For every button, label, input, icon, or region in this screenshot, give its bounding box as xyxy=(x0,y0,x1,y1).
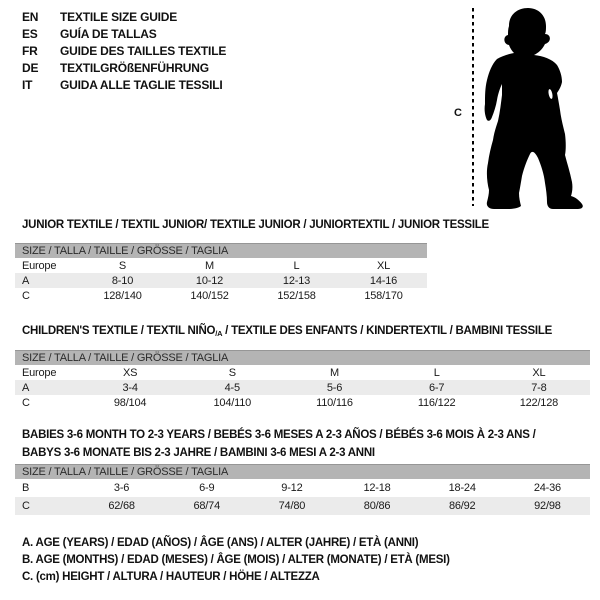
height-measure-dashed-line xyxy=(472,8,474,206)
cell-value: M xyxy=(329,366,339,379)
guide-title: GUIDA ALLE TAGLIE TESSILI xyxy=(60,78,223,92)
cell-value: S xyxy=(228,366,236,379)
cell-value: L xyxy=(433,366,440,379)
children-size-table xyxy=(15,365,590,410)
baby-silhouette-icon xyxy=(481,0,599,210)
cell-value: 3-6 xyxy=(113,482,130,494)
guide-title: GUIDE DES TAILLES TEXTILE xyxy=(60,44,227,58)
row-label: A xyxy=(22,381,30,394)
cell-value: 104/110 xyxy=(213,396,252,409)
guide-title: TEXTILE SIZE GUIDE xyxy=(60,10,178,24)
row-label: Europe xyxy=(22,259,57,272)
cell-value: 74/80 xyxy=(278,500,306,512)
cell-value: XL xyxy=(532,366,546,379)
language-title-list xyxy=(22,9,226,94)
cell-value: M xyxy=(205,259,214,272)
cell-value: 122/128 xyxy=(519,396,559,409)
language-code: DE xyxy=(22,61,39,75)
cell-value: 24-36 xyxy=(533,482,561,494)
legend-line-a: A. AGE (YEARS) / EDAD (AÑOS) / ÂGE (ANS) / ALTER (JAHRE) / ETÀ (ANNI) xyxy=(22,537,419,549)
cell-value: 8-10 xyxy=(111,274,134,287)
cell-value: 9-12 xyxy=(281,482,303,494)
cell-value: 128/140 xyxy=(103,289,142,302)
cell-value: 10-12 xyxy=(195,274,224,287)
language-code: EN xyxy=(22,10,39,24)
cell-value: 4-5 xyxy=(224,381,240,394)
cell-value: 3-4 xyxy=(122,381,138,394)
language-code: FR xyxy=(22,44,38,58)
size-header-band: SIZE / TALLA / TAILLE / GRÖSSE / TAGLIA xyxy=(15,350,590,365)
guide-title: GUÍA DE TALLAS xyxy=(60,27,157,41)
section-title xyxy=(22,322,590,343)
cell-value: 6-9 xyxy=(199,482,215,494)
cell-value: 152/158 xyxy=(277,289,316,302)
row-label: C xyxy=(22,500,30,512)
language-line-it xyxy=(22,77,226,94)
table-row xyxy=(15,365,590,380)
measurement-legend xyxy=(22,535,450,586)
babies-size-section xyxy=(15,426,590,515)
height-measure-label: C xyxy=(454,107,462,119)
table-row xyxy=(15,479,590,497)
row-label: A xyxy=(22,274,30,287)
language-line-es xyxy=(22,26,226,43)
row-label: C xyxy=(22,289,30,302)
language-line-en xyxy=(22,9,226,26)
cell-value: 12-13 xyxy=(282,274,311,287)
section-title xyxy=(22,426,590,462)
table-row xyxy=(15,273,427,288)
section-title-line: JUNIOR TEXTILE / TEXTIL JUNIOR/ TEXTILE JUNIOR / JUNIORTEXTIL / JUNIOR TESSILE xyxy=(22,219,489,231)
junior-size-section xyxy=(15,216,489,303)
table-row xyxy=(15,497,590,515)
row-label: Europe xyxy=(22,366,57,379)
cell-value: 7-8 xyxy=(531,381,547,394)
section-title xyxy=(22,216,489,234)
cell-value: XL xyxy=(376,259,391,272)
language-code: ES xyxy=(22,27,38,41)
legend-line-c: C. (cm) HEIGHT / ALTURA / HAUTEUR / HÖHE / ALTEZZA xyxy=(22,571,320,583)
cell-value: 5-6 xyxy=(326,381,343,394)
cell-value: 92/98 xyxy=(534,500,561,512)
section-title-line: BABIES 3-6 MONTH TO 2-3 YEARS / BEBÉS 3-6 MESES A 2-3 AÑOS / BÉBÉS 3-6 MOIS À 2-3 ANS / xyxy=(22,429,536,441)
table-row xyxy=(15,380,590,395)
cell-value: 140/152 xyxy=(190,289,229,302)
cell-value: 116/122 xyxy=(417,396,456,409)
section-title-line: CHILDREN'S TEXTILE / TEXTIL $NIÑO_{/A}$ / TEXTILE DES ENFANTS / KINDERTEXTIL / BAMBINI TESSILE xyxy=(22,325,553,338)
section-title-line: BABYS 3-6 MONATE BIS 2-3 JAHRE / BAMBINI 3-6 MESI A 2-3 ANNI xyxy=(22,447,375,459)
row-label: B xyxy=(22,482,30,494)
size-header-band: SIZE / TALLA / TAILLE / GRÖSSE / TAGLIA xyxy=(15,243,427,258)
legend-line-b: B. AGE (MONTHS) / EDAD (MESES) / ÂGE (MOIS) / ALTER (MONATE) / ETÀ (MESI) xyxy=(22,554,450,566)
guide-title: TEXTILGRÖßENFÜHRUNG xyxy=(60,61,209,75)
table-row xyxy=(15,395,590,410)
table-row xyxy=(15,288,427,303)
cell-value: 158/170 xyxy=(364,289,403,302)
cell-value: 110/116 xyxy=(316,396,353,409)
size-header-band: SIZE / TALLA / TAILLE / GRÖSSE / TAGLIA xyxy=(15,464,590,479)
cell-value: XS xyxy=(122,366,138,379)
cell-value: 14-16 xyxy=(369,274,398,287)
language-code: IT xyxy=(22,78,33,92)
cell-value: 6-7 xyxy=(429,381,445,394)
cell-value: 68/74 xyxy=(193,500,220,512)
junior-size-table xyxy=(15,258,427,303)
cell-value: 12-18 xyxy=(363,482,391,494)
children-size-section xyxy=(15,322,590,410)
cell-value: 86/92 xyxy=(448,500,476,512)
cell-value: 80/86 xyxy=(363,500,391,512)
cell-value: 98/104 xyxy=(113,396,147,409)
language-line-fr xyxy=(22,43,226,60)
cell-value: S xyxy=(118,259,127,272)
cell-value: 62/68 xyxy=(108,500,135,512)
cell-value: 18-24 xyxy=(448,482,476,494)
cell-value: L xyxy=(293,259,300,272)
table-row xyxy=(15,258,427,273)
language-line-de xyxy=(22,60,226,77)
babies-size-table xyxy=(15,479,590,515)
row-label: C xyxy=(22,396,30,409)
